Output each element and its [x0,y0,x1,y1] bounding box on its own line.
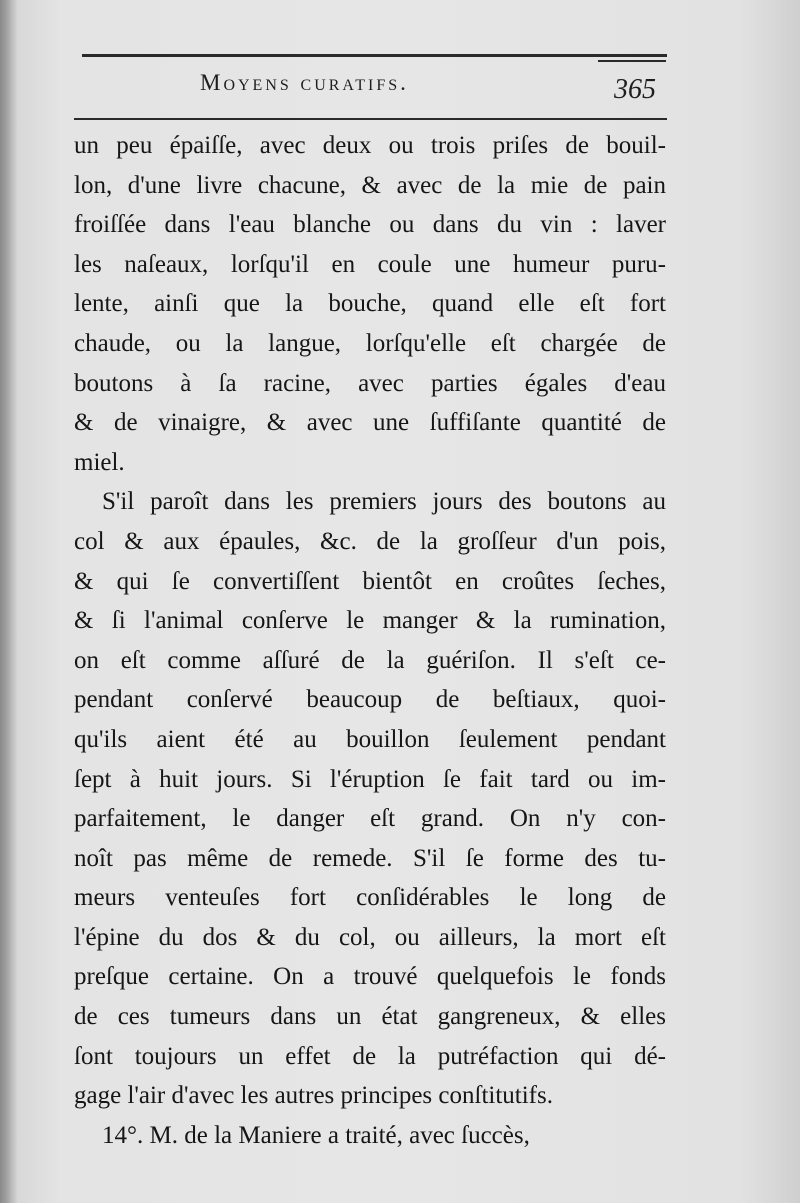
text-line: & ſi l'animal conſerve le manger & la rumination, [74,607,666,635]
text-line: miel. [74,448,125,476]
body-text [74,126,666,1155]
text-line: l'épine du dos & du col, ou ailleurs, la mort eſt [74,923,666,951]
text-line: chaude, ou la langue, lorſqu'elle eſt chargée de [74,329,666,357]
text-line: preſque certaine. On a trouvé quelquefois le fonds [74,963,666,991]
page-number: 365 [614,74,656,105]
text-line-paragraph-start: S'il paroît dans les premiers jours des boutons au [102,488,666,516]
text-line: les naſeaux, lorſqu'il en coule une humeur puru- [74,250,666,278]
text-line: lente, ainſi que la bouche, quand elle eſt fort [74,290,666,318]
text-line: col & aux épaules, &c. de la groſſeur d'un pois, [74,527,666,555]
text-line: de ces tumeurs dans un état gangreneux, & elles [74,1003,666,1031]
text-line: ſont toujours un effet de la putréfaction qui dé- [74,1042,666,1070]
text-line: pendant conſervé beaucoup de beſtiaux, quoi- [74,686,666,714]
running-head: Moyens curatifs. [200,70,409,95]
text-line: meurs venteuſes fort conſidérables le long de [74,884,666,912]
text-line: noît pas même de remede. S'il ſe forme des tu- [74,844,666,872]
text-line: & de vinaigre, & avec une ſuffiſante quantité de [74,409,666,437]
text-line: lon, d'une livre chacune, & avec de la mie de pain [74,171,666,199]
header-rule-top [82,54,667,57]
text-line: un peu épaiſſe, avec deux ou trois priſes de bouil- [74,132,666,159]
text-line: gage l'air d'avec les autres principes conſtitutifs. [74,1082,553,1110]
text-line: & qui ſe convertiſſent bientôt en croûtes ſeches, [74,567,666,595]
text-line-paragraph-start: 14°. M. de la Maniere a traité, avec ſuccès, [102,1121,530,1149]
text-line: froiſſée dans l'eau blanche ou dans du vin : laver [74,211,666,239]
text-line: boutons à ſa racine, avec parties égales d'eau [74,369,666,397]
text-line: qu'ils aient été au bouillon ſeulement pendant [74,725,666,753]
header-rule-bottom [74,118,667,120]
header-rule-top-right [598,60,666,62]
text-line: parfaitement, le danger eſt grand. On n'y con- [74,805,666,833]
text-line: ſept à huit jours. Si l'éruption ſe fait tard ou im- [74,765,666,793]
gutter-shadow [0,0,18,1203]
text-line: on eſt comme aſſuré de la guériſon. Il s'eſt ce- [74,646,666,674]
